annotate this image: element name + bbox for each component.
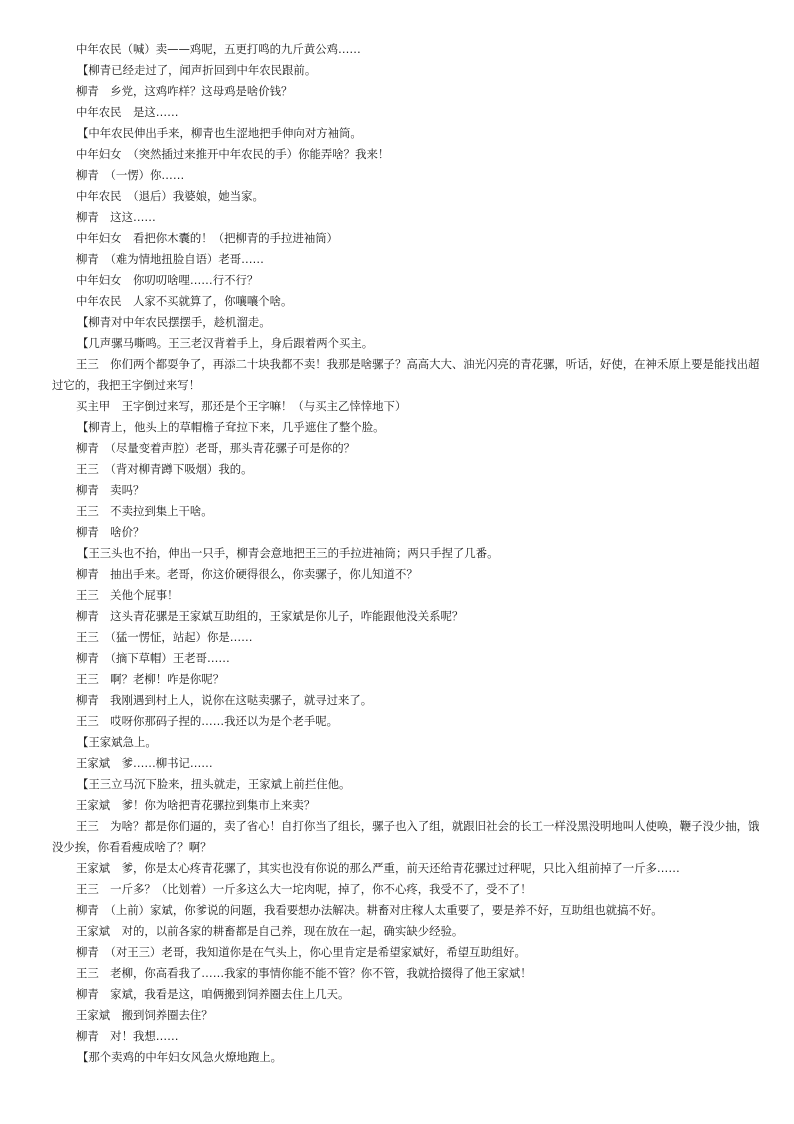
script-line: 柳青 我刚遇到村上人，说你在这哒卖骡子，就寻过来了。	[76, 693, 373, 707]
stage-direction: 【几声骡马嘶鸣。王三老汉背着手上，身后跟着两个买主。	[77, 336, 374, 350]
script-line: 柳青 （上前）家斌，你爹说的问题，我看要想办法解决。耕畜对庄稼人太重要了，要是养不好，互助组也就搞不好。	[76, 903, 663, 917]
script-line: 中年农民 （退后）我婆娘，她当家。	[76, 189, 264, 203]
script-line: 王三 老柳，你高看我了……我家的事情你能不能不管？你不管，我就拾掇得了他王家斌！	[76, 966, 532, 980]
script-line: 柳青 卖吗？	[76, 483, 145, 497]
stage-direction: 【王三头也不抬，伸出一只手，柳青会意地把王三的手拉进袖筒；两只手捏了几番。	[77, 546, 499, 560]
script-line: 王三 为啥？都是你们逼的，卖了省心！自打你当了组长，骡子也入了组，就跟旧社会的长工一样没黑没明地叫人使唤，鞭子没少抽，饿没少挨，你看看瘦成啥了？啊？	[52, 819, 760, 854]
script-line: 中年妇女 （突然插过来推开中年农民的手）你能弄啥？我来！	[76, 147, 390, 161]
script-line: 柳青 这这……	[76, 210, 156, 224]
script-line: 王家斌 对的，以前各家的耕畜都是自己养，现在放在一起，确实缺少经验。	[76, 924, 464, 938]
script-line: 柳青 抽出手来。老哥，你这价硬得很么，你卖骡子，你儿知道不？	[76, 567, 418, 581]
script-line: 王家斌 爹！你为啥把青花骡拉到集市上来卖？	[76, 798, 316, 812]
script-line: 柳青 （一愣）你……	[76, 168, 185, 182]
script-line: 柳青 家斌，我看是这，咱俩搬到饲养圈去住上几天。	[76, 987, 350, 1001]
script-line: 柳青 （尽量变着声腔）老哥，那头青花骡子可是你的？	[76, 441, 356, 455]
script-line: 柳青 （难为情地扭脸自语）老哥……	[76, 252, 264, 266]
script-line: 王三 一斤多？（比划着）一斤多这么大一坨肉呢，掉了，你不心疼，我受不了，受不了！	[76, 882, 532, 896]
script-line: 中年农民 是这……	[76, 105, 179, 119]
stage-direction: 【柳青对中年农民摆摆手，趁机溜走。	[77, 315, 271, 329]
script-line: 王家斌 搬到饲养圈去住？	[76, 1008, 213, 1022]
script-line: 柳青 对！我想……	[76, 1029, 179, 1043]
script-line: 王家斌 爹……柳书记……	[76, 756, 213, 770]
script-line: 王三 哎呀你那码子捏的……我还以为是个老手呢。	[76, 714, 338, 728]
script-line: 王三 关他个屁事！	[76, 588, 179, 602]
stage-direction: 【柳青已经走过了，闻声折回到中年农民跟前。	[77, 63, 317, 77]
script-line: 王三 你们两个都耍争了，再添二十块我都不卖！我那是啥骡子？高高大大、油光闪亮的青花骡，听话，好使，在神禾原上要是能找出超过它的，我把王字倒过来写！	[52, 357, 760, 392]
script-line: 柳青 乡党，这鸡咋样？这母鸡是啥价钱？	[76, 84, 293, 98]
stage-direction: 【柳青上，他头上的草帽檐子耷拉下来，几乎遮住了整个脸。	[77, 420, 385, 434]
script-line: 中年妇女 你叨叨啥哩……行不行？	[76, 273, 259, 287]
script-line: 柳青 啥价？	[76, 525, 145, 539]
stage-direction: 【中年农民伸出手来，柳青也生涩地把手伸向对方袖筒。	[77, 126, 362, 140]
script-line: 柳青 这头青花骡是王家斌互助组的，王家斌是你儿子，咋能跟他没关系呢？	[76, 609, 464, 623]
script-line: 中年妇女 看把你木囊的！（把柳青的手拉进袖筒）	[76, 231, 338, 245]
script-line: 王三 啊？老柳！咋是你呢？	[76, 672, 225, 686]
script-line: 王家斌 爹，你是太心疼青花骡了，其实也没有你说的那么严重，前天还给青花骡过过秤呢，只比入组前掉了一斤多……	[76, 861, 680, 875]
script-line: 王三 （猛一愣怔，站起）你是……	[76, 630, 253, 644]
script-line: 中年农民 人家不买就算了，你嚷嚷个啥。	[76, 294, 293, 308]
script-line: 买主甲 王字倒过来写，那还是个王字嘛！（与买主乙悻悻地下）	[76, 399, 407, 413]
script-line: 柳青 （摘下草帽）王老哥……	[76, 651, 230, 665]
script-line: 中年农民（喊）卖——鸡呢，五更打鸣的九斤黄公鸡……	[76, 42, 361, 56]
script-line: 柳青 （对王三）老哥，我知道你是在气头上，你心里肯定是希望家斌好，希望互助组好。	[76, 945, 526, 959]
script-line: 王三 （背对柳青蹲下吸烟）我的。	[76, 462, 253, 476]
stage-direction: 【王家斌急上。	[77, 735, 157, 749]
stage-direction: 【王三立马沉下脸来，扭头就走，王家斌上前拦住他。	[77, 777, 351, 791]
script-line: 王三 不卖拉到集上干啥。	[76, 504, 213, 518]
stage-direction: 【那个卖鸡的中年妇女风急火燎地跑上。	[77, 1050, 283, 1064]
